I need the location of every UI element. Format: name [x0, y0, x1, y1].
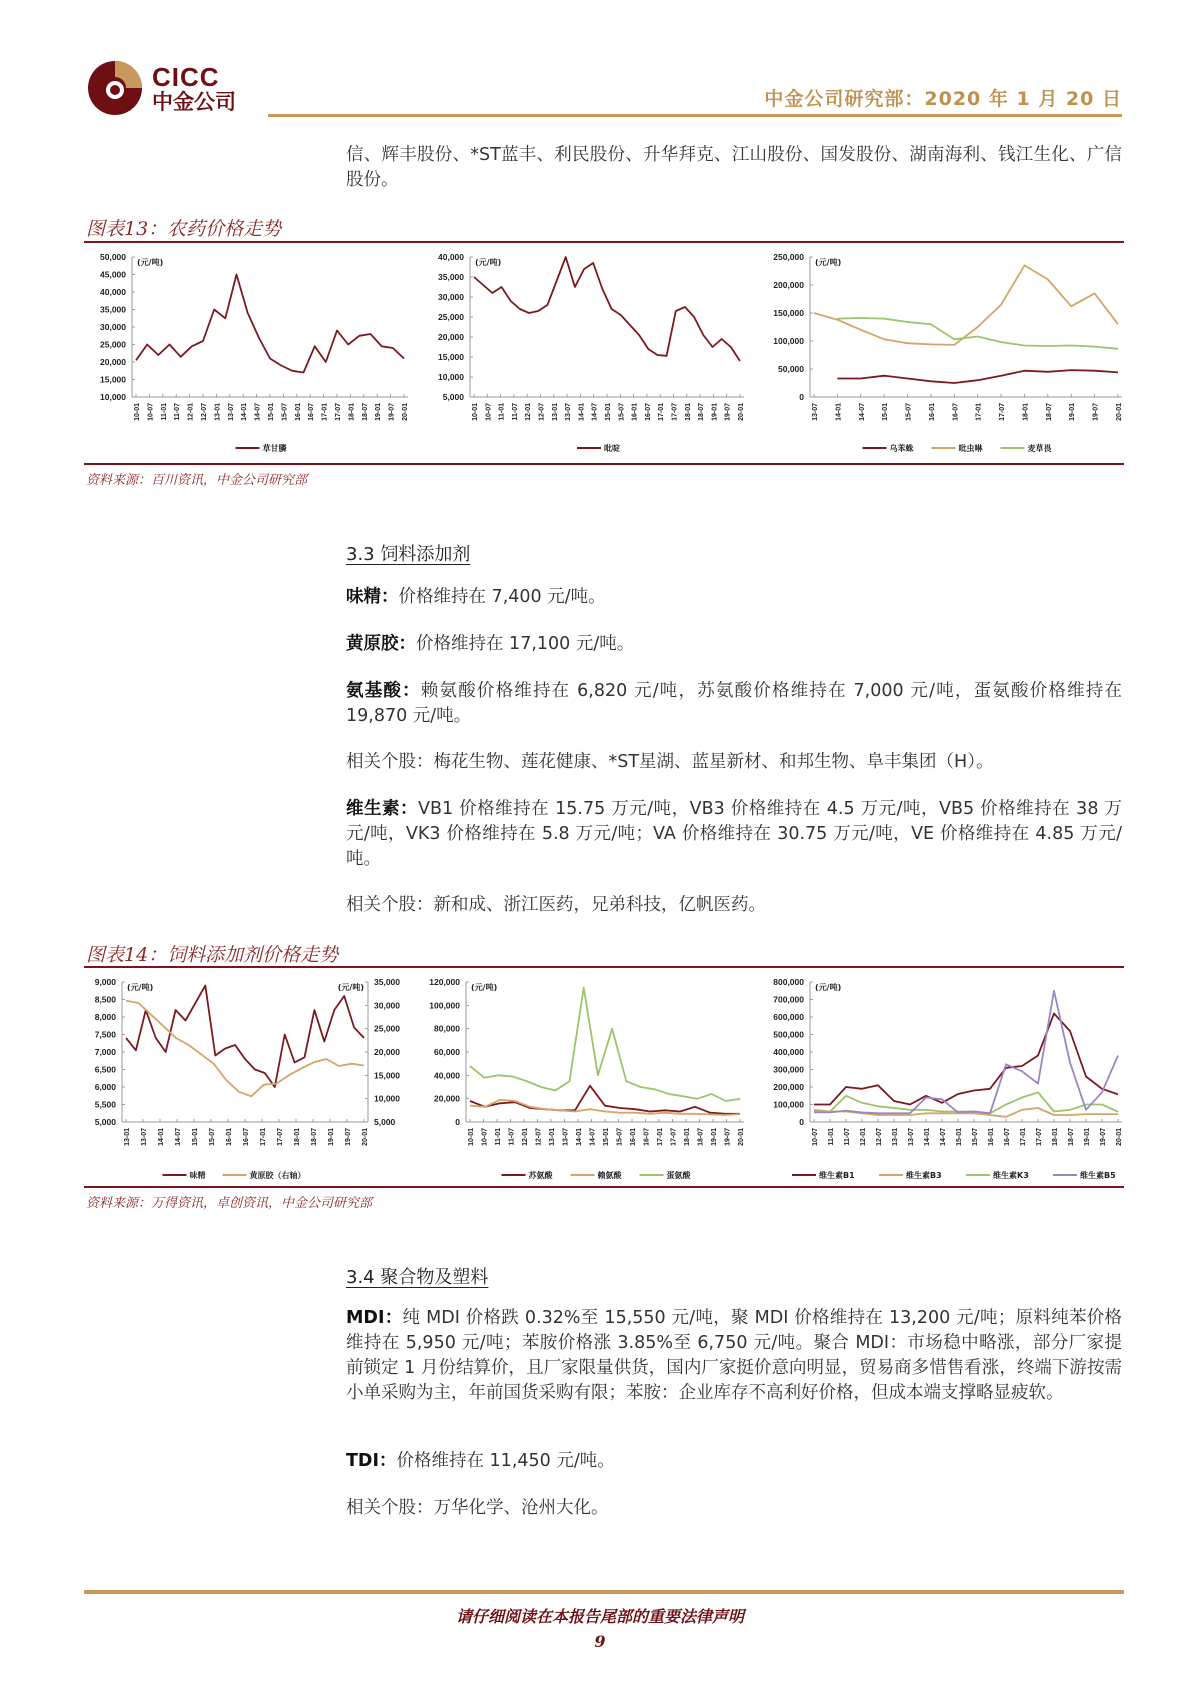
legend-entry: 赖氨酸: [597, 1171, 622, 1180]
x-tick-label: 19-07: [724, 1128, 732, 1146]
y-tick-label: 7,500: [94, 1029, 116, 1040]
x-tick-label: 11-01: [160, 403, 168, 421]
series-line: [837, 370, 1118, 383]
x-tick-label: 11-01: [495, 1128, 502, 1146]
x-tick-label: 13-01: [549, 1128, 556, 1146]
logo-text-en: CICC: [152, 61, 220, 92]
para-label: TDI：: [346, 1451, 397, 1471]
para-mdi: [346, 1306, 1122, 1406]
x-tick-label: 13-07: [812, 403, 819, 421]
x-tick-label: 18-07: [697, 1128, 705, 1146]
x-tick-label: 14-01: [576, 1128, 583, 1146]
para-text: 相关个股：新和成、浙江医药，兄弟科技，亿帆医药。: [346, 895, 766, 915]
x-tick-label: 12-07: [876, 1128, 883, 1146]
y-tick-label: 100,000: [429, 1000, 460, 1011]
x-tick-label: 12-01: [860, 1128, 867, 1146]
figure14-bottom-rule: [84, 1186, 1124, 1188]
cicc-logo-icon: [86, 59, 144, 117]
x-tick-label: 19-01: [375, 403, 383, 421]
x-tick-label: 17-07: [335, 403, 342, 421]
y-tick-label: 10,000: [100, 392, 126, 402]
series-line: [814, 265, 1118, 345]
para-text: 赖氨酸价格维持在 6,820 元/吨，苏氨酸价格维持在 7,000 元/吨，蛋氨酸价格维持在 19,870 元/吨。: [346, 681, 1122, 726]
para-msg: [346, 585, 1122, 610]
legend-entry: 蛋氨酸: [666, 1171, 691, 1180]
y-tick-label: 600,000: [773, 1012, 804, 1022]
x-tick-label: 16-01: [928, 403, 936, 421]
para-related-stocks-3: [346, 1496, 1122, 1521]
series-line: [814, 1014, 1118, 1105]
svg-text:(元/吨): (元/吨): [337, 983, 364, 992]
x-tick-label: 18-07: [311, 1128, 318, 1146]
x-tick-label: 13-01: [551, 403, 559, 421]
x-tick-label: 20-01: [1116, 403, 1123, 421]
y-right-tick-label: 10,000: [374, 1093, 400, 1104]
series-line: [837, 318, 1118, 349]
section-3-4-title: 3.4 聚合物及塑料: [346, 1267, 489, 1288]
x-tick-label: 19-01: [1084, 1128, 1091, 1146]
x-tick-label: 20-01: [1116, 1128, 1123, 1146]
x-tick-label: 16-07: [644, 403, 652, 421]
y-tick-label: 6,500: [94, 1064, 116, 1075]
legend-entry: 味精: [189, 1171, 206, 1180]
y-right-tick-label: 35,000: [374, 977, 400, 987]
y-tick-label: 15,000: [438, 352, 464, 362]
x-tick-label: 15-07: [972, 1128, 979, 1146]
x-tick-label: 16-01: [631, 403, 639, 421]
chart-msg-xanthan: [84, 972, 414, 1184]
x-tick-label: 15-07: [281, 403, 289, 421]
x-tick-label: 17-01: [321, 403, 329, 421]
legend-entry: 维生素B1: [819, 1171, 855, 1180]
x-tick-label: 17-07: [670, 1128, 678, 1146]
para-label: 味精：: [346, 587, 399, 607]
y-tick-label: 45,000: [100, 269, 126, 280]
x-tick-label: 17-01: [1020, 1128, 1027, 1146]
footer-divider: [84, 1590, 1124, 1594]
y-tick-label: 20,000: [434, 1093, 460, 1104]
y-tick-label: 800,000: [773, 977, 804, 987]
x-tick-label: 18-01: [294, 1128, 301, 1146]
para-text: VB1 价格维持在 15.75 万元/吨，VB3 价格维持在 4.5 万元/吨，VB5 价格维持在 38 万元/吨，VK3 价格维持在 5.8 万元/吨；VA 价格维持在 30.75 万元/吨，VE 价格维持在 4.85 万元/吨。: [346, 799, 1123, 869]
y-tick-label: 200,000: [773, 280, 804, 290]
x-tick-label: 17-07: [999, 403, 1007, 421]
series-line: [470, 988, 740, 1101]
para-xanthan: [346, 632, 1122, 657]
y-tick-label: 400,000: [773, 1047, 804, 1057]
x-tick-label: 14-01: [158, 1128, 165, 1146]
y-tick-label: 9,000: [94, 977, 116, 987]
x-tick-label: 15-07: [616, 1128, 624, 1146]
x-tick-label: 15-07: [618, 403, 626, 421]
figure13-top-rule: [84, 241, 1124, 243]
chart-vitamins: [758, 972, 1128, 1184]
x-tick-label: 11-07: [174, 403, 182, 421]
x-tick-label: 14-01: [835, 403, 843, 421]
x-tick-label: 10-01: [468, 1128, 475, 1146]
x-tick-label: 17-01: [657, 1128, 664, 1146]
para-text: 相关个股：万华化学、沧州大化。: [346, 1498, 609, 1518]
legend-entry: 黄原胶（右轴）: [249, 1171, 306, 1180]
section-3-3-title: 3.3 饲料添加剂: [346, 544, 471, 565]
x-tick-label: 17-01: [260, 1128, 267, 1146]
y-tick-label: 25,000: [100, 339, 126, 350]
x-tick-label: 19-01: [1069, 403, 1077, 421]
y-tick-label: 6,000: [94, 1082, 116, 1092]
para-label: 氨基酸：: [346, 681, 421, 701]
legend-entry: 草甘膦: [262, 444, 287, 453]
x-tick-label: 16-07: [1004, 1128, 1011, 1146]
x-tick-label: 14-07: [254, 403, 262, 421]
x-tick-label: 14-01: [578, 403, 586, 421]
y-tick-label: 40,000: [434, 1070, 460, 1081]
unit-label: (元/吨): [475, 258, 502, 267]
footer-legal-note: 请仔细阅读在本报告尾部的重要法律声明: [455, 1607, 744, 1626]
intro-paragraph: 信、辉丰股份、*ST蓝丰、利民股份、升华拜克、江山股份、国发股份、湖南海利、钱江生化、广信股份。: [346, 145, 1122, 190]
y-tick-label: 50,000: [100, 252, 126, 262]
x-tick-label: 16-07: [308, 403, 316, 421]
x-tick-label: 12-07: [535, 1128, 543, 1146]
y-tick-label: 5,000: [94, 1117, 116, 1127]
x-tick-label: 13-07: [562, 1128, 570, 1146]
para-text: 价格维持在 17,100 元/吨。: [416, 634, 635, 654]
y-tick-label: 0: [799, 392, 804, 402]
y-tick-label: 35,000: [100, 304, 126, 315]
x-tick-label: 12-07: [201, 403, 208, 421]
x-tick-label: 13-07: [227, 403, 235, 421]
series-line: [126, 986, 364, 1088]
unit-label: (元/吨): [137, 258, 164, 267]
x-tick-label: 17-07: [671, 403, 679, 421]
y-tick-label: 250,000: [773, 252, 804, 262]
y-tick-label: 200,000: [773, 1082, 804, 1092]
series-line: [136, 275, 404, 373]
x-tick-label: 19-01: [711, 1128, 718, 1146]
legend-entry: 维生素B3: [906, 1171, 942, 1180]
x-tick-label: 11-07: [508, 1128, 516, 1146]
x-tick-label: 13-07: [908, 1128, 915, 1146]
figure13-source: 资料来源：百川资讯，中金公司研究部: [86, 473, 308, 488]
legend-entry: 苏氨酸: [528, 1171, 553, 1180]
unit-label: (元/吨): [471, 983, 498, 992]
x-tick-label: 20-01: [738, 403, 745, 421]
y-tick-label: 40,000: [100, 287, 126, 297]
y-tick-label: 20,000: [438, 332, 464, 342]
x-tick-label: 12-01: [522, 1128, 529, 1146]
x-tick-label: 14-01: [924, 1128, 931, 1146]
y-tick-label: 0: [799, 1117, 804, 1127]
x-tick-label: 11-07: [511, 403, 519, 421]
x-tick-label: 18-01: [684, 1128, 691, 1146]
y-tick-label: 300,000: [773, 1064, 804, 1075]
series-line: [814, 1092, 1118, 1113]
para-text: 纯 MDI 价格跌 0.32%至 15,550 元/吨，聚 MDI 价格维持在 13,200 元/吨；原料纯苯价格维持在 5,950 元/吨；苯胺价格涨 3.85%至 6,750 元/吨。聚合 MDI：市场稳中略涨，部分厂家提前锁定 1 月份结算价，且厂家限量供货，国内厂家挺价意向明显，贸易商多惜售看涨，终端下游按需小单采购为主，年前国货采购有限；苯胺：企业库存不高利好价格，但成本端支撑略显疲软。: [346, 1308, 1123, 1403]
cicc-logo: [86, 58, 246, 118]
x-tick-label: 17-07: [1036, 1128, 1043, 1146]
x-tick-label: 17-07: [277, 1128, 284, 1146]
y-tick-label: 500,000: [773, 1029, 804, 1040]
x-tick-label: 19-07: [1100, 1128, 1107, 1146]
y-right-tick-label: 20,000: [374, 1047, 400, 1057]
y-tick-label: 35,000: [438, 272, 464, 282]
x-tick-label: 13-01: [892, 1128, 899, 1146]
header-divider: [268, 114, 1122, 117]
x-tick-label: 18-01: [1052, 1128, 1059, 1146]
y-tick-label: 30,000: [100, 322, 126, 332]
unit-label: (元/吨): [127, 983, 154, 992]
y-right-tick-label: 30,000: [374, 1000, 400, 1011]
header-title: 中金公司研究部：2020 年 1 月 20 日: [764, 88, 1122, 110]
x-tick-label: 20-01: [362, 1128, 369, 1146]
para-tdi: [346, 1449, 1122, 1474]
x-tick-label: 20-01: [738, 1128, 745, 1146]
logo-text-cn: 中金公司: [152, 89, 236, 114]
para-label: 维生素：: [346, 799, 418, 819]
legend-entry: 维生素K3: [993, 1171, 1029, 1180]
y-right-tick-label: 15,000: [374, 1070, 400, 1081]
x-tick-label: 12-07: [538, 403, 546, 421]
y-tick-label: 25,000: [438, 312, 464, 322]
y-tick-label: 10,000: [438, 372, 464, 382]
legend-entry: 吡啶: [604, 444, 620, 453]
legend-entry: 麦草畏: [1027, 444, 1052, 453]
x-tick-label: 10-07: [812, 1128, 819, 1146]
figure13-title: 图表13：农药价格走势: [86, 218, 282, 240]
y-tick-label: 40,000: [438, 252, 464, 262]
y-tick-label: 8,500: [94, 994, 116, 1005]
x-tick-label: 10-01: [134, 403, 141, 421]
x-tick-label: 10-07: [481, 1128, 489, 1146]
chart-pyridine: [420, 247, 750, 457]
x-tick-label: 15-01: [603, 1128, 610, 1146]
x-tick-label: 14-07: [591, 403, 599, 421]
x-tick-label: 17-01: [975, 403, 983, 421]
x-tick-label: 18-01: [684, 403, 692, 421]
x-tick-label: 18-07: [1045, 403, 1053, 421]
x-tick-label: 12-01: [187, 403, 195, 421]
x-tick-label: 16-01: [630, 1128, 637, 1146]
chart-pesticides-multi: [758, 247, 1128, 457]
x-tick-label: 14-07: [858, 403, 866, 421]
x-tick-label: 13-01: [124, 1128, 131, 1146]
y-tick-label: 50,000: [778, 364, 804, 374]
y-tick-label: 30,000: [438, 292, 464, 302]
series-line: [474, 257, 740, 361]
x-tick-label: 13-07: [141, 1128, 148, 1146]
y-right-tick-label: 5,000: [374, 1117, 396, 1127]
y-tick-label: 20,000: [100, 357, 126, 367]
x-tick-label: 15-01: [956, 1128, 963, 1146]
x-tick-label: 18-01: [348, 403, 356, 421]
para-text: 相关个股：梅花生物、莲花健康、*ST星湖、蓝星新材、和邦生物、阜丰集团（H）。: [346, 752, 994, 772]
y-tick-label: 0: [455, 1117, 460, 1127]
x-tick-label: 16-01: [294, 403, 302, 421]
y-tick-label: 15,000: [100, 374, 126, 385]
x-tick-label: 13-01: [214, 403, 222, 421]
figure14-title: 图表14：饲料添加剂价格走势: [86, 944, 339, 966]
x-tick-label: 15-01: [192, 1128, 199, 1146]
legend-entry: 维生素B5: [1080, 1171, 1116, 1180]
para-label: MDI：: [346, 1308, 403, 1328]
x-tick-label: 19-07: [1092, 403, 1100, 421]
y-tick-label: 8,000: [94, 1012, 116, 1022]
para-label: 黄原胶：: [346, 634, 416, 654]
x-tick-label: 10-07: [485, 403, 493, 421]
para-text: 价格维持在 7,400 元/吨。: [398, 587, 606, 607]
y-right-tick-label: 25,000: [374, 1023, 400, 1034]
x-tick-label: 10-01: [472, 403, 479, 421]
y-tick-label: 80,000: [434, 1023, 460, 1034]
x-tick-label: 10-07: [147, 403, 155, 421]
chart-glyphosate: [84, 247, 414, 457]
x-tick-label: 17-01: [658, 403, 666, 421]
para-amino-acids: [346, 679, 1122, 729]
x-tick-label: 18-07: [698, 403, 706, 421]
y-tick-label: 5,500: [94, 1099, 116, 1110]
y-tick-label: 60,000: [434, 1047, 460, 1057]
x-tick-label: 16-01: [988, 1128, 995, 1146]
x-tick-label: 19-07: [388, 403, 396, 421]
x-tick-label: 14-07: [940, 1128, 947, 1146]
y-tick-label: 100,000: [773, 336, 804, 346]
x-tick-label: 16-07: [952, 403, 960, 421]
y-tick-label: 7,000: [94, 1047, 116, 1057]
x-tick-label: 11-01: [498, 403, 506, 421]
x-tick-label: 16-07: [243, 1128, 250, 1146]
unit-label: (元/吨): [815, 983, 842, 992]
figure13-bottom-rule: [84, 463, 1124, 465]
para-vitamins: [346, 797, 1122, 872]
series-line: [126, 1001, 364, 1097]
x-tick-label: 11-01: [828, 1128, 835, 1146]
y-tick-label: 150,000: [773, 308, 804, 318]
figure14-source: 资料来源：万得资讯，卓创资讯，中金公司研究部: [86, 1196, 373, 1211]
page-number: 9: [594, 1632, 606, 1651]
x-tick-label: 13-07: [565, 403, 573, 421]
para-text: 价格维持在 11,450 元/吨。: [396, 1451, 615, 1471]
x-tick-label: 18-01: [1022, 403, 1030, 421]
x-tick-label: 16-01: [226, 1128, 233, 1146]
x-tick-label: 14-07: [589, 1128, 597, 1146]
legend-entry: 吡虫啉: [958, 444, 983, 453]
series-line: [814, 991, 1118, 1114]
x-tick-label: 14-01: [241, 403, 249, 421]
x-tick-label: 15-07: [905, 403, 913, 421]
x-tick-label: 19-01: [711, 403, 719, 421]
legend-entry: 乌苯蛛: [889, 444, 914, 453]
x-tick-label: 15-01: [605, 403, 612, 421]
figure14-top-rule: [84, 966, 1124, 968]
para-related-stocks-2: [346, 893, 1122, 918]
y-tick-label: 700,000: [773, 994, 804, 1005]
y-tick-label: 100,000: [773, 1099, 804, 1110]
x-tick-label: 15-01: [882, 403, 890, 421]
y-tick-label: 5,000: [442, 392, 464, 402]
x-tick-label: 15-01: [268, 403, 275, 421]
x-tick-label: 18-07: [361, 403, 369, 421]
y-tick-label: 120,000: [429, 977, 460, 987]
x-tick-label: 12-01: [525, 403, 533, 421]
x-tick-label: 19-01: [328, 1128, 335, 1146]
unit-label: (元/吨): [815, 258, 842, 267]
para-related-stocks-1: [346, 750, 1122, 775]
chart-amino-acids: [420, 972, 750, 1184]
x-tick-label: 19-07: [724, 403, 732, 421]
x-tick-label: 18-07: [1068, 1128, 1075, 1146]
x-tick-label: 20-01: [402, 403, 409, 421]
x-tick-label: 19-07: [345, 1128, 352, 1146]
x-tick-label: 16-07: [643, 1128, 651, 1146]
x-tick-label: 15-07: [209, 1128, 216, 1146]
x-tick-label: 14-07: [175, 1128, 182, 1146]
x-tick-label: 11-07: [844, 1128, 851, 1146]
